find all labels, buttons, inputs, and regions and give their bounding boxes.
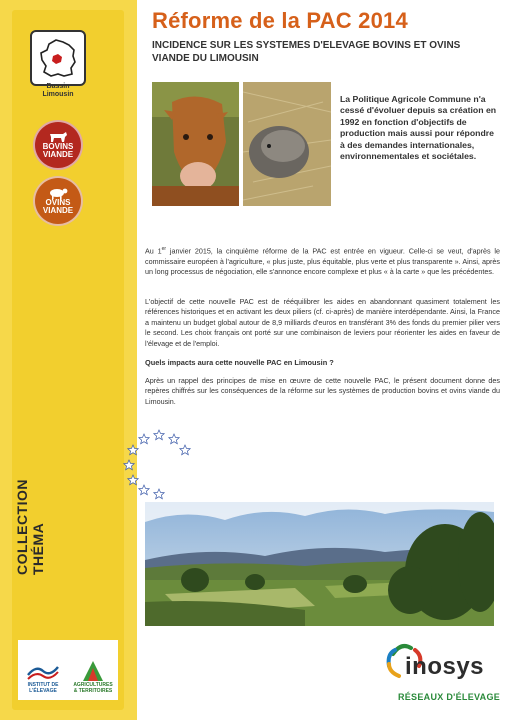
sheep-photo: [243, 82, 331, 206]
institut-text-line1: INSTITUT DE: [27, 682, 59, 688]
cow-photo: [152, 82, 239, 206]
sidebar-panel: [12, 10, 124, 710]
sidebar: [0, 0, 137, 720]
chambres-agriculture-text: [73, 683, 112, 694]
bovins-badge-line2: VIANDE: [42, 150, 74, 159]
bovins-viande-badge: [33, 120, 83, 170]
paragraph-1-rest: janvier 2015, la cinquième réforme de la PAC est entrée en vigueur. Celle-ci se veut, d'après le commissaire européen à l'agriculture, « plus juste, plus équitable, plus verte et plus transparente ». Ainsi, après un long processus de négociation, elle s'annonce encore complexe et plus « à la carte » que les précédentes.: [145, 246, 500, 277]
paragraph-3: Après un rappel des principes de mise en œuvre de cette nouvelle PAC, le présent document donne des repères chiffrés sur les conséquences de la réforme sur les systèmes de production bovins et ovins viande du Limousin.: [145, 376, 500, 406]
paragraph-1-sup: er: [161, 246, 167, 252]
partner-logos: [18, 640, 118, 700]
landscape-photo: [145, 502, 494, 626]
france-map-logo: [30, 30, 86, 86]
ovins-badge-line1: OVINS: [45, 197, 71, 207]
ovins-badge-line2: VIANDE: [42, 206, 74, 215]
cow-icon: [48, 131, 68, 143]
france-map-icon: [36, 36, 80, 80]
paragraph-1-start: Au 1: [145, 246, 162, 256]
sheep-illustration: [243, 82, 331, 206]
chambres-agriculture-icon: [79, 659, 107, 683]
bassin-label: [20, 83, 96, 100]
chambres-text-line2: & TERRITOIRES: [73, 687, 113, 694]
question-heading: Quels impacts aura cette nouvelle PAC en Limousin ?: [145, 358, 334, 367]
paragraph-2: L'objectif de cette nouvelle PAC est de rééquilibrer les aides en abandonnant quasiment totalement les références historiques et en activant les deux piliers (cf. ci-après) de manière interdépendante. Ainsi, la France a maintenu un budget global autour de 8,9 milliards d'euros en transférant 3% des fonds du premier pilier vers le second. Les choix français ont porté sur une combinaison de leviers pour réorienter les aides en faveur de l'élevage et de l'emploi.: [145, 297, 500, 348]
paragraph-1: [145, 246, 500, 278]
inosys-subtitle: RÉSEAUX D'ÉLEVAGE: [397, 692, 501, 702]
intro-text: La Politique Agricole Commune n'a cessé d'évoluer depuis sa création en 1992 en fonction d'objectifs de production mais aussi pour répondre à des demandes internationales, environnementales et sociétales.: [340, 94, 497, 162]
ovins-viande-badge: [33, 176, 83, 226]
institut-elevage-logo: [22, 646, 64, 694]
bassin-label-line1: Bassin: [46, 83, 70, 90]
sheep-icon: [48, 187, 68, 199]
page-subtitle: INCIDENCE SUR LES SYSTEMES D'ELEVAGE BOVINS ET OVINS VIANDE DU LIMOUSIN: [152, 40, 461, 64]
institut-elevage-icon: [26, 661, 60, 683]
chambres-text-line1: AGRICULTURES: [73, 682, 113, 688]
institut-elevage-text: [28, 683, 59, 694]
bovins-badge-line1: BOVINS: [42, 141, 74, 151]
inosys-logo: [385, 640, 505, 710]
eu-stars-icon: [122, 425, 197, 500]
page-title: Réforme de la PAC 2014: [152, 8, 408, 33]
institut-text-line2: L'ÉLEVAGE: [29, 687, 57, 694]
cow-illustration: [152, 82, 239, 206]
chambres-agriculture-logo: [72, 646, 114, 694]
landscape-illustration: [145, 502, 494, 626]
bassin-label-line2: Limousin: [42, 91, 74, 99]
inosys-brand: inosys: [405, 653, 485, 680]
collection-label: COLLECTION THÉMA: [14, 479, 46, 575]
